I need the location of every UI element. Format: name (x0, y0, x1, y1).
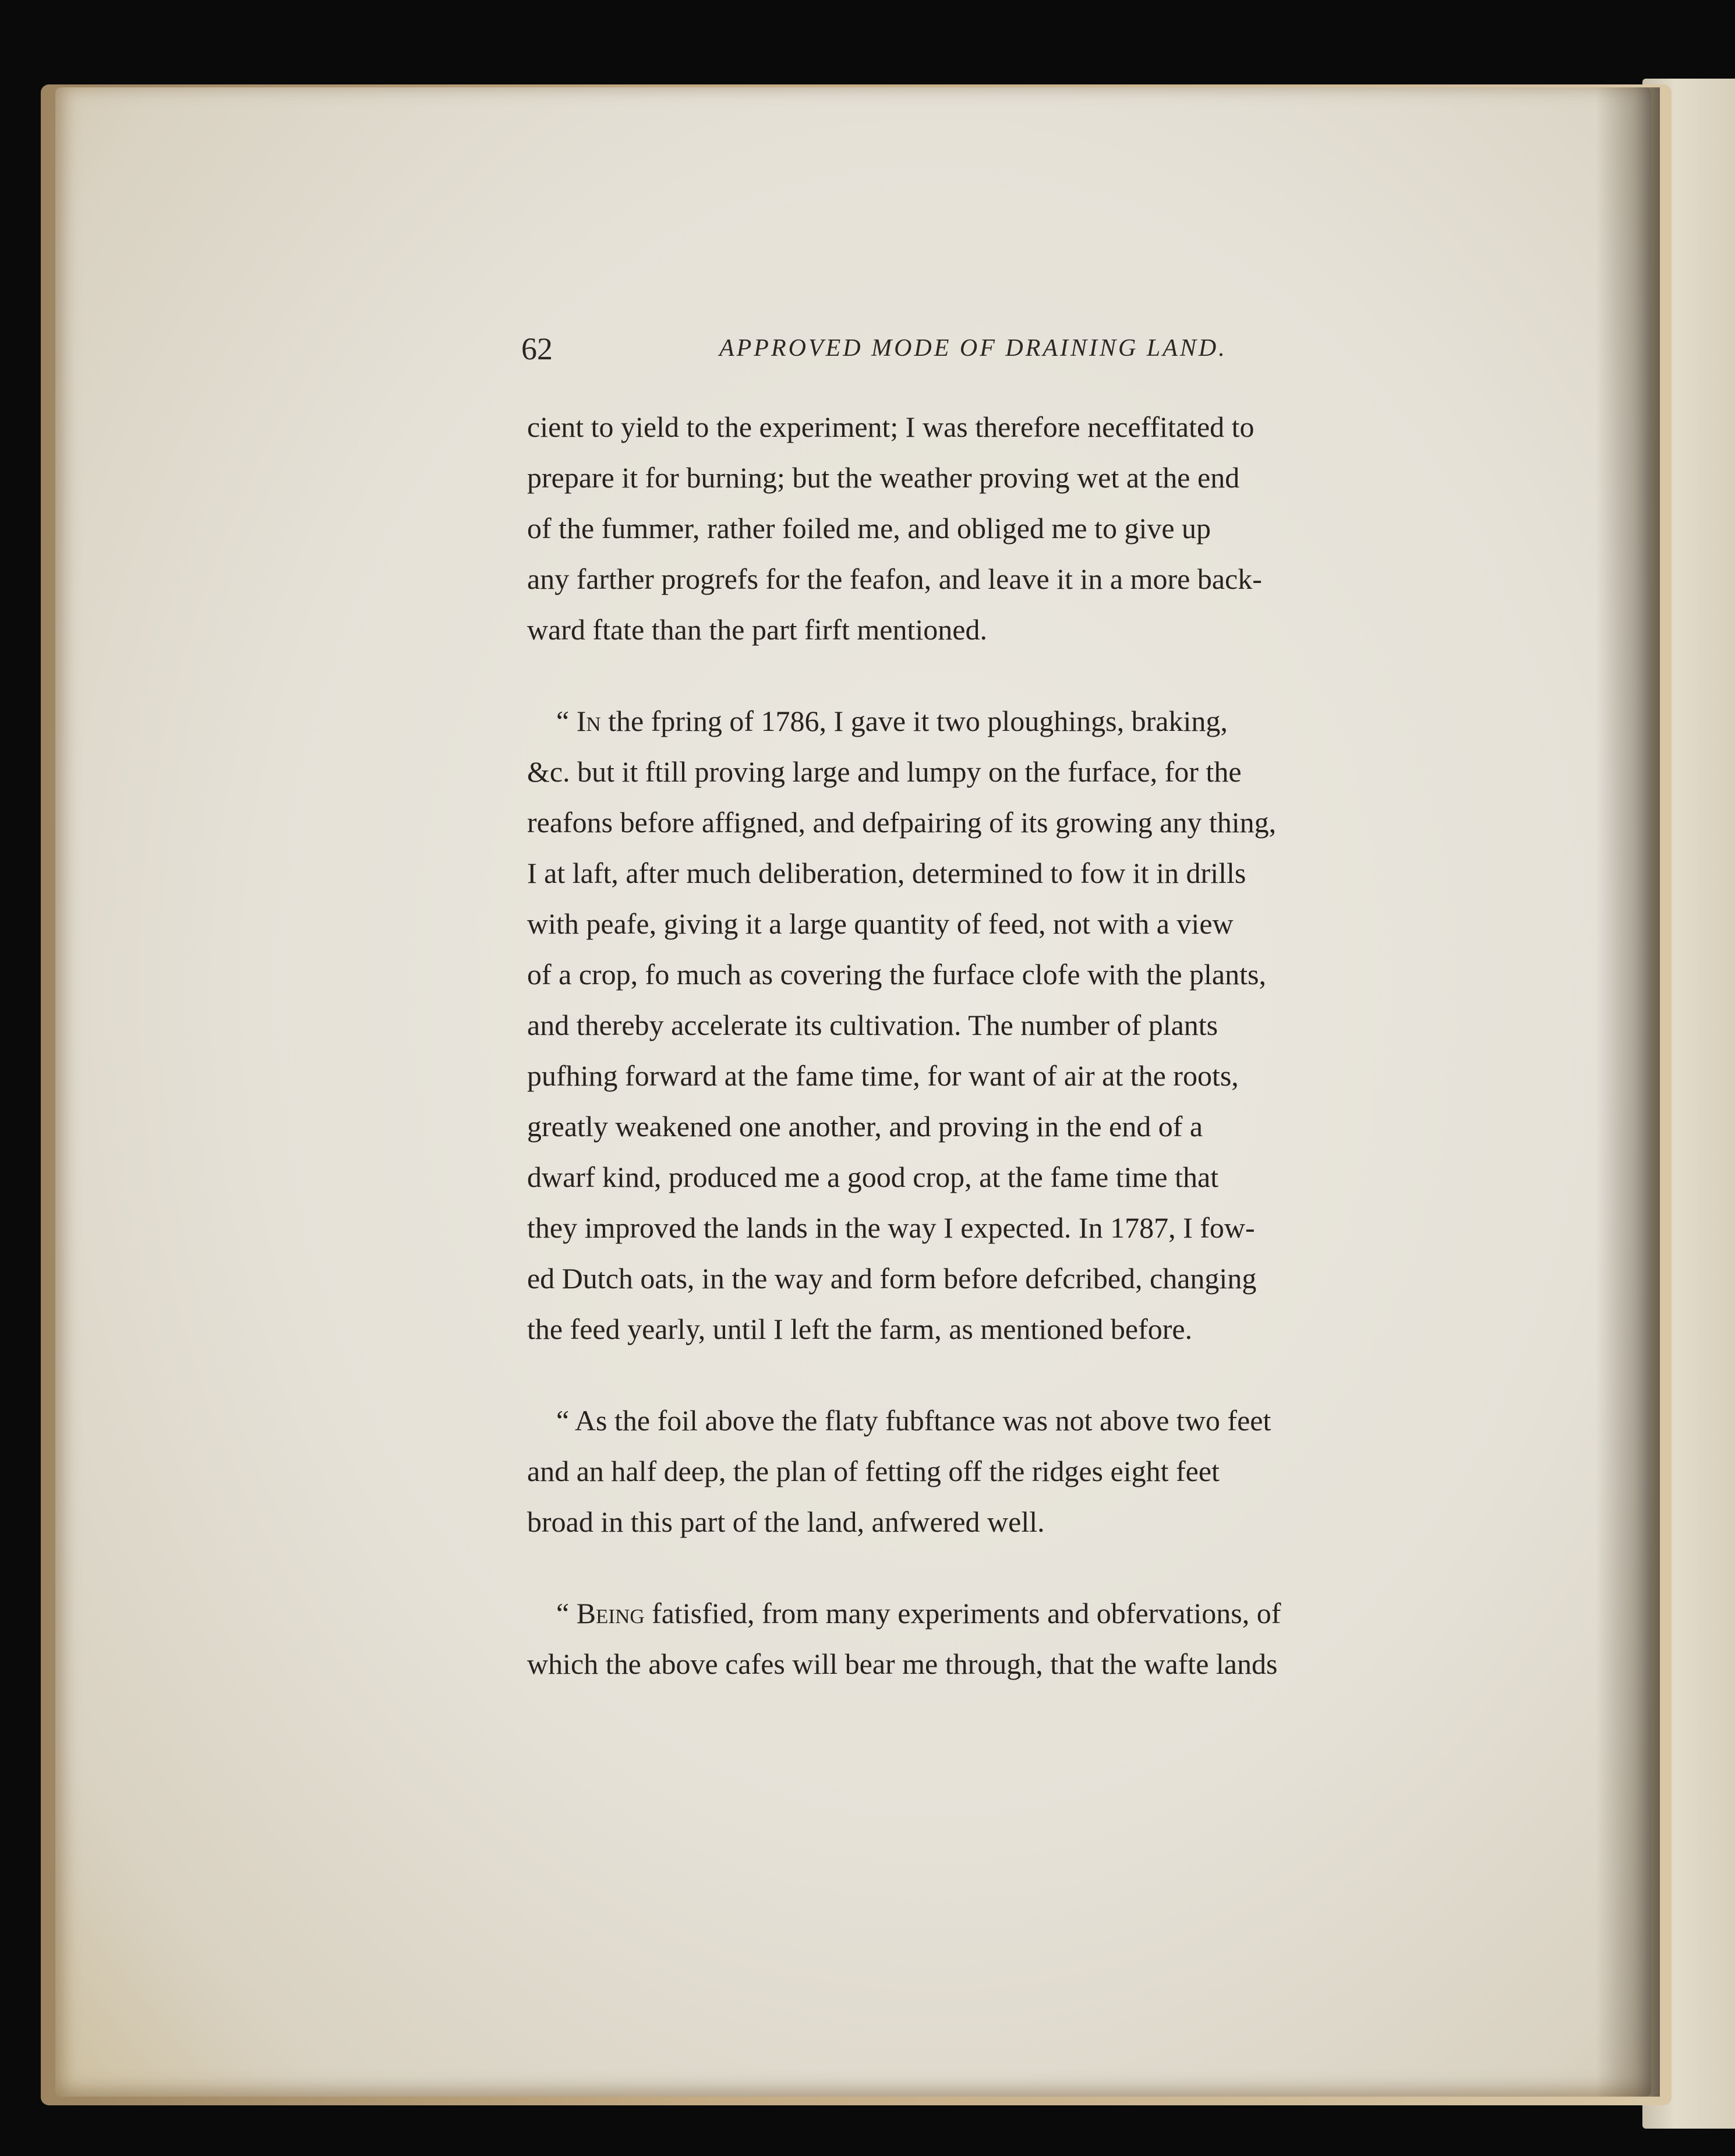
line-rest: the fpring of 1786, I gave it two ploughings, braking, (600, 705, 1228, 737)
text-line: ed Dutch oats, in the way and form before defcribed, changing (527, 1262, 1257, 1295)
line-rest: fatisfied, from many experiments and obfervations, of (644, 1597, 1281, 1630)
text-line: they improved the lands in the way I expected. In 1787, I fow- (527, 1211, 1255, 1244)
text-line: of the fummer, rather foiled me, and obliged me to give up (527, 512, 1211, 545)
text-line: “ As the foil above the flaty fubftance was not above two feet (556, 1404, 1271, 1437)
text-line: reafons before affigned, and defpairing of its growing any thing, (527, 806, 1277, 839)
text-line: with peafe, giving it a large quantity of feed, not with a view (527, 907, 1234, 940)
running-head (521, 331, 1238, 377)
paragraph-lead: “ In (556, 705, 601, 737)
paragraph-3 (527, 1395, 1401, 1547)
text-line: I at laft, after much deliberation, determined to fow it in drills (527, 857, 1246, 889)
text-line: the feed yearly, until I left the farm, as mentioned before. (527, 1313, 1193, 1345)
text-line: greatly weakened one another, and proving in the end of a (527, 1110, 1203, 1143)
text-line: ward ftate than the part firft mentioned. (527, 613, 987, 646)
text-line: any farther progrefs for the feafon, and leave it in a more back- (527, 563, 1262, 595)
text-line: cient to yield to the experiment; I was therefore neceffitated to (527, 411, 1255, 443)
book-gutter-shadow (1596, 87, 1660, 2097)
running-title: APPROVED MODE OF DRAINING LAND. (719, 335, 1227, 362)
page-number: 62 (521, 331, 553, 366)
paragraph-2 (527, 696, 1401, 1355)
paragraph-lead: “ Being (556, 1597, 645, 1630)
text-line: and thereby accelerate its cultivation. The number of plants (527, 1009, 1218, 1041)
text-line (527, 696, 1401, 747)
paragraph-4 (527, 1588, 1401, 1690)
body-text (527, 402, 1401, 1690)
text-line: of a crop, fo much as covering the furface clofe with the plants, (527, 958, 1266, 991)
text-line: which the above cafes will bear me through, that the wafte lands (527, 1648, 1278, 1680)
text-line: dwarf kind, produced me a good crop, at the fame time that (527, 1161, 1219, 1193)
text-line (527, 1588, 1401, 1639)
text-line: &c. but it ftill proving large and lumpy on the furface, for the (527, 755, 1242, 788)
paragraph-1 (527, 402, 1401, 655)
text-line: pufhing forward at the fame time, for want of air at the roots, (527, 1059, 1239, 1092)
text-line: and an half deep, the plan of fetting off the ridges eight feet (527, 1455, 1220, 1487)
text-line: broad in this part of the land, anfwered well. (527, 1505, 1045, 1538)
text-line: prepare it for burning; but the weather proving wet at the end (527, 461, 1240, 494)
